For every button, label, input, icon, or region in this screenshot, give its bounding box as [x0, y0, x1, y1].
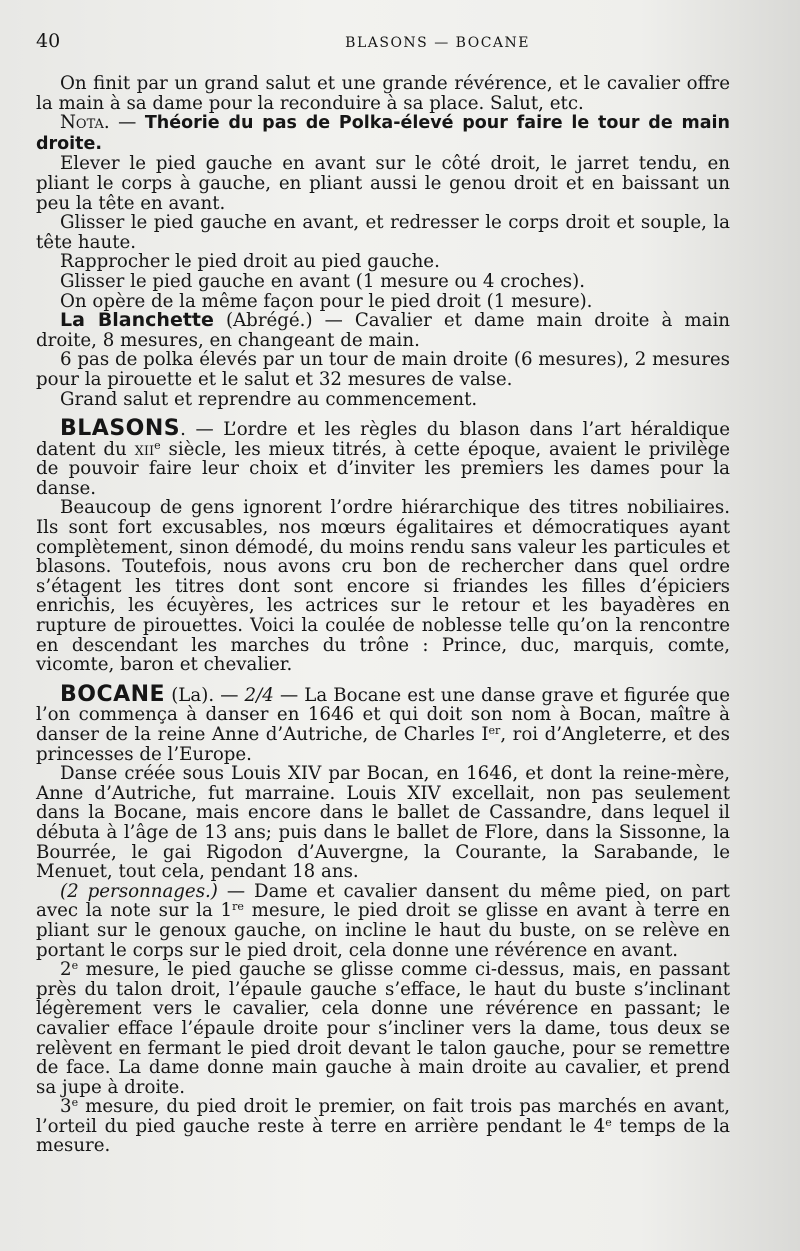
- paragraph: Glisser le pied gauche en avant, et redresser le corps droit et souple, la tête haute.: [36, 212, 730, 253]
- superscript: er: [488, 724, 501, 737]
- blasons-entry: [36, 416, 730, 676]
- superscript: e: [605, 1115, 612, 1129]
- bocane-entry: [36, 681, 731, 1157]
- time-signature: 2/4: [244, 684, 274, 706]
- paragraph: [36, 882, 730, 960]
- paragraph: Danse créée sous Louis XIV par Bocan, en 1646, et dont la reine-mère, Anne d’Autriche, fut marraine. Louis XIV excellait, non pas seulement dans la Bocane, mais encore dans le ballet de Cassandre, dans lequel il débuta à l’âge de 13 ans; puis dans le ballet de Flore, dans la Sissonne, la Bourrée, le gai Rigodon d’Auvergne, la Courante, la Sarabande, le Menuet, tout cela, pendant 18 ans.: [36, 763, 730, 883]
- text: , roi d’Angleterre, et des princesses de l’Europe.: [36, 724, 730, 765]
- blasons-intro: [36, 416, 730, 499]
- superscript: re: [232, 900, 244, 914]
- polka-section: [36, 74, 730, 311]
- paragraph: Beaucoup de gens ignorent l’ordre hiérarchique des titres nobiliaires. Ils sont fort excusables, nos mœurs égalitaires et démocratiques ayant complètement, sinon démodé, du moins rendu sans valeur les particules et blasons. Toutefois, nous avons cru bon de rechercher dans quel ordre s’étagent les titres dont sont encore si friandes les filles d’épiciers enrichis, les écuyères, les actrices sur le retour et les bayadères en rupture de pirouettes. Voici la coulée de noblesse telle qu’on la rencontre en descendant les marches du trône : Prince, duc, marquis, comte, vicomte, baron et chevalier.: [36, 497, 730, 676]
- paragraph: Elever le pied gauche en avant sur le côté droit, le jarret tendu, en pliant le corps à gauche, en pliant aussi le genou droit et en baissant un peu la tête en avant.: [36, 153, 730, 214]
- century: xii: [134, 438, 155, 460]
- nota-label: Nota.: [60, 112, 110, 134]
- text: temps de la mesure.: [36, 1115, 730, 1157]
- text: — Cavalier et dame main droite à main droite, 8 mesures, en changeant de main.: [36, 310, 730, 351]
- paragraph: Rapprocher le pied droit au pied gauche.: [60, 251, 440, 273]
- article: (La).: [165, 684, 215, 706]
- text: — Dame et cavalier dansent du même pied, on part avec la note sur la 1: [36, 880, 730, 922]
- superscript: e: [71, 1096, 79, 1110]
- paragraph: [36, 960, 730, 1097]
- running-title: BLASONS — BOCANE: [345, 35, 530, 51]
- paragraph: Glisser le pied gauche en avant (1 mesure ou 4 croches).: [60, 270, 585, 292]
- paragraph: 6 pas de polka élevés par un tour de main droite (6 mesures), 2 mesures pour la pirouette et le salut et 32 mesures de valse.: [36, 349, 731, 390]
- paragraph: Grand salut et reprendre au commencement.: [60, 388, 478, 410]
- text: siècle, les mieux titrés, à cette époque, avaient le privilège de pouvoir faire leur choix et d’inviter les premiers les dames pour la danse.: [36, 438, 730, 499]
- paragraph: On opère de la même façon pour le pied droit (1 mesure).: [60, 290, 593, 312]
- dash: —: [109, 112, 145, 134]
- dash: —: [214, 684, 245, 706]
- text: — La Bocane est une danse grave et figurée que l’on commença à danser en 1646 et qui doit son nom à Bocan, maître à danser de la reine Anne d’Autriche, de Charles I: [36, 684, 730, 745]
- text: mesure, le pied droit se glisse en avant à terre en pliant sur le genoux gauche, on incline le haut du buste, on se relève en portant le corps sur le pied droit, cela donne une révérence en avant.: [36, 900, 731, 961]
- paragraph: [36, 1097, 730, 1156]
- abbr-note: (Abrégé.): [213, 310, 313, 332]
- superscript: e: [154, 438, 161, 452]
- text: . — L’ordre et les règles du blason dans l’art héraldique datent du: [36, 419, 730, 460]
- blanchette-section: [36, 311, 730, 409]
- text: mesure, du pied droit le premier, on fait trois pas marchés en avant, l’orteil du pied gauche reste à terre en arrière pendant le 4: [36, 1096, 730, 1137]
- blanchette-paragraph: [36, 311, 730, 350]
- italic-note: (2 personnages.): [60, 880, 218, 902]
- measure-number: 3: [60, 1096, 72, 1118]
- entry-title: BLASONS: [60, 416, 181, 442]
- paragraph: On finit par un grand salut et une grande révérence, et le cavalier offre la main à sa dame pour la reconduire à sa place. Salut, etc.: [36, 73, 730, 114]
- text: mesure, le pied gauche se glisse comme ci-dessus, mais, en passant près du talon droit, l’épaule gauche s’efface, le haut du buste s’inclinant légèrement vers le cavalier, cela donne une révérence en passant; le cavalier efface l’épaule droite pour s’incliner vers la dame, tous deux se relèvent en fermant le pied droit devant le talon gauche, pour se remettre de face. La dame donne main gauche à main droite au cavalier, et prend sa jupe à droite.: [36, 959, 730, 1098]
- measure-number: 2: [60, 959, 72, 981]
- bocane-intro: [36, 681, 730, 765]
- superscript: e: [71, 959, 79, 973]
- nota-paragraph: [36, 113, 730, 154]
- running-head: [36, 30, 730, 60]
- entry-title: BOCANE: [60, 681, 166, 707]
- nota-title: Théorie du pas de Polka-élevé pour faire le tour de main droite.: [36, 113, 730, 154]
- blanchette-title: La Blanchette: [60, 309, 214, 332]
- page-number: 40: [36, 30, 61, 52]
